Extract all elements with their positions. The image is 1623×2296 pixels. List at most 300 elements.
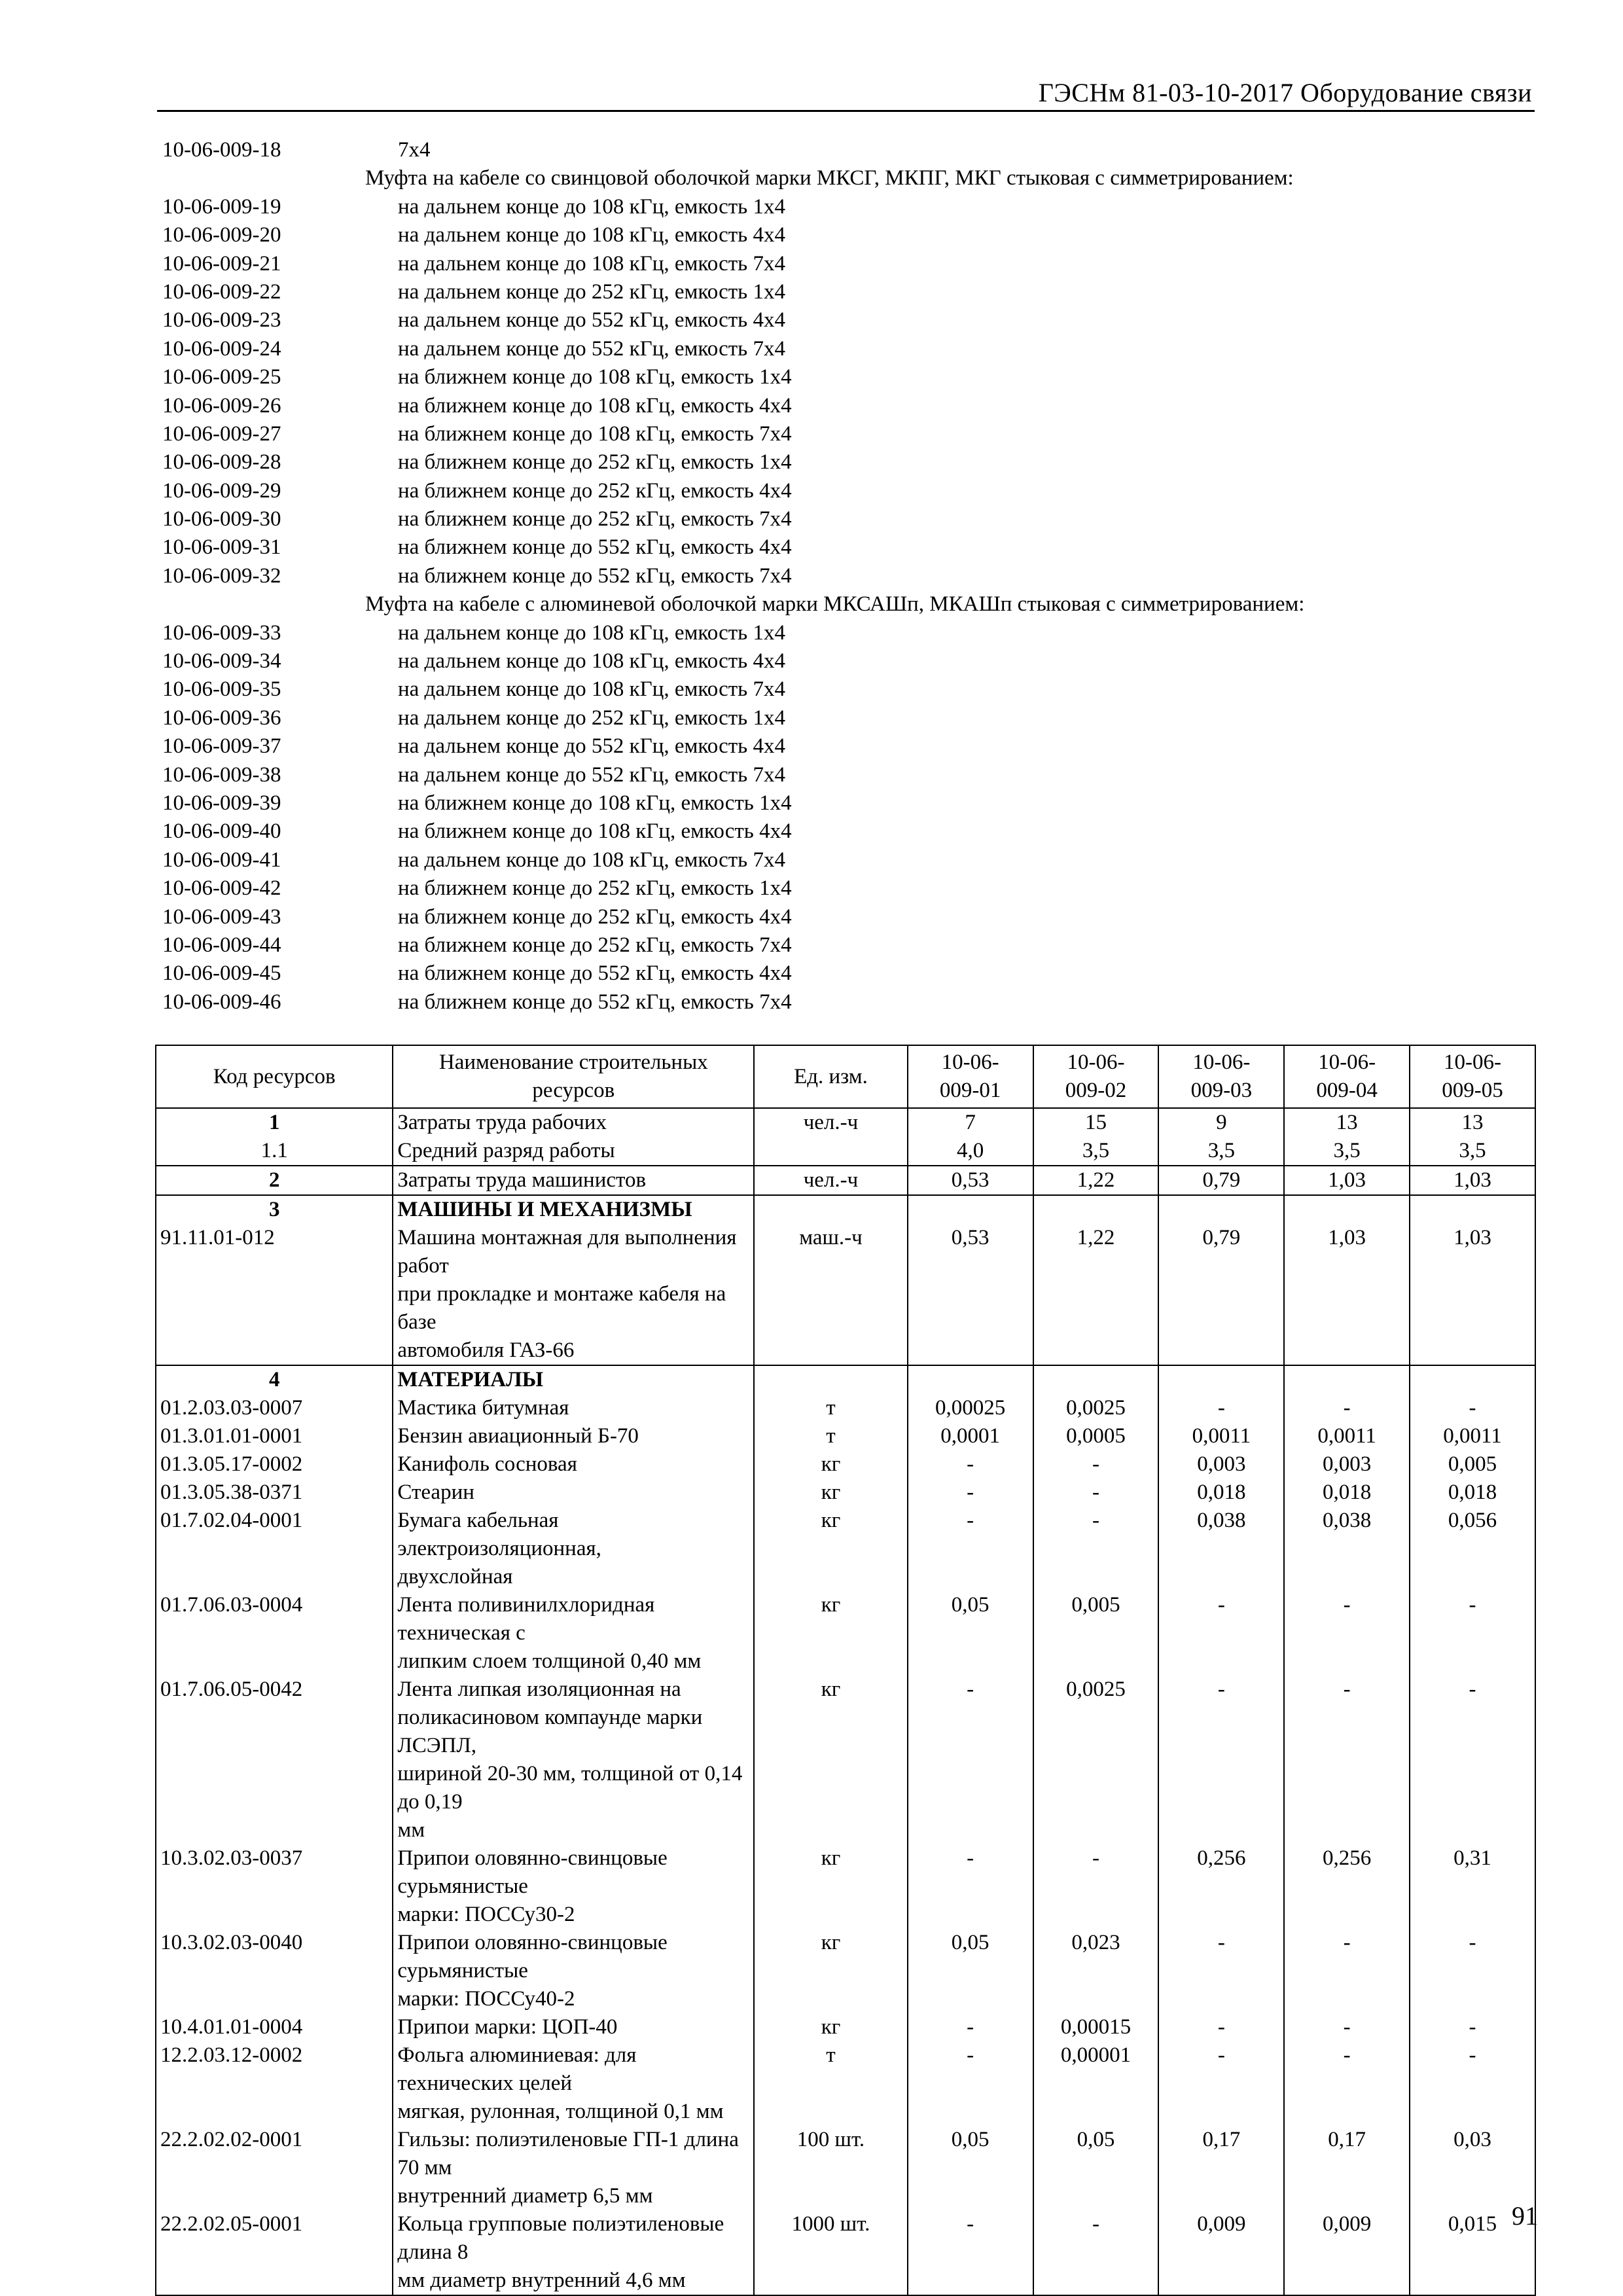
cell-name-line: поликасиновом компаунде марки ЛСЭПЛ, [397,1706,703,1757]
cell-value: 1,22 [1033,1166,1159,1195]
cell-name-line: марки: ПОССу40-2 [397,1987,575,2011]
list-item-code: 10-06-009-39 [162,791,281,815]
list-item-code: 10-06-009-38 [162,762,281,787]
cell-value: - [908,1479,1033,1507]
cell-value: - [1033,1450,1159,1479]
cell-unit: чел.-ч [754,1166,907,1195]
table-row [156,2126,1535,2210]
list-item-code: 10-06-009-25 [162,365,281,389]
table-row [156,1365,1535,1394]
list-item-code: 10-06-009-34 [162,649,281,673]
cell-name [393,2126,754,2210]
cell-name-line: мягкая, рулонная, толщиной 0,1 мм [397,2100,724,2123]
item-list [162,136,1537,1016]
cell-value: 0,003 [1284,1450,1410,1479]
cell-value: 13 [1410,1108,1535,1137]
cell-value: - [1158,2013,1284,2041]
list-item-text: на дальнем конце до 552 кГц, емкость 7x4 [398,336,785,361]
cell-value: 0,53 [908,1166,1033,1195]
list-item-code: 10-06-009-43 [162,905,281,929]
cell-value: - [1158,1929,1284,2013]
table-row [156,1929,1535,2013]
list-item-code: 10-06-009-46 [162,990,281,1014]
cell-name [393,1195,754,1224]
cell-value [1284,1365,1410,1394]
list-item-text: на ближнем конце до 252 кГц, емкость 4x4 [398,478,792,503]
cell-name-line: Затраты труда рабочих [397,1111,607,1134]
list-item [162,562,1537,590]
cell-value: - [1410,2013,1535,2041]
list-item-text: Муфта на кабеле с алюминевой оболочкой марки МКСАШп, МКАШп стыковая с симметрированием: [365,592,1305,617]
cell-value: 0,005 [1410,1450,1535,1479]
list-item [162,789,1537,817]
table-row [156,1195,1535,1224]
list-item-text: на ближнем конце до 108 кГц, емкость 7x4 [398,422,792,446]
cell-code: 22.2.02.05-0001 [156,2210,393,2295]
cell-name-line: Машина монтажная для выполнения работ [397,1226,737,1278]
cell-name-line: автомобиля ГАЗ-66 [397,1338,575,1362]
list-item-code: 10-06-009-24 [162,336,281,361]
list-item-code: 10-06-009-30 [162,507,281,531]
list-item-code: 10-06-009-45 [162,961,281,986]
cell-value: 13 [1284,1108,1410,1137]
table-row [156,1108,1535,1137]
table-row [156,1137,1535,1166]
list-item-code: 10-06-009-29 [162,478,281,503]
list-item-text: 7x4 [398,138,431,162]
list-item-code: 10-06-009-27 [162,422,281,446]
cell-value [1410,1195,1535,1224]
cell-value [1284,1195,1410,1224]
header-unit: Ед. изм. [754,1045,907,1108]
cell-code: 10.3.02.03-0040 [156,1929,393,2013]
cell-value: - [1410,1929,1535,2013]
list-item [162,817,1537,846]
cell-value: 0,023 [1033,1929,1159,2013]
cell-value: - [908,2013,1033,2041]
cell-value: 0,018 [1284,1479,1410,1507]
cell-unit: кг [754,1929,907,2013]
list-item-text: на ближнем конце до 252 кГц, емкость 4x4 [398,905,792,929]
list-item-text: на дальнем конце до 552 кГц, емкость 4x4 [398,734,785,759]
cell-unit: т [754,2041,907,2126]
list-item-text: на дальнем конце до 108 кГц, емкость 7x4 [398,251,785,276]
cell-value: 0,79 [1158,1224,1284,1365]
list-item-code: 10-06-009-35 [162,677,281,702]
cell-value: 1,03 [1284,1224,1410,1365]
list-item-text: на ближнем конце до 252 кГц, емкость 7x4 [398,933,792,957]
list-item-code: 10-06-009-40 [162,819,281,844]
list-item-text: на дальнем конце до 108 кГц, емкость 4x4 [398,223,785,247]
cell-code: 12.2.03.12-0002 [156,2041,393,2126]
cell-value: 0,018 [1158,1479,1284,1507]
cell-code: 4 [156,1365,393,1394]
cell-name-line: Лента липкая изоляционная на [397,1677,681,1701]
cell-unit: кг [754,1844,907,1929]
cell-name-line: Канифоль сосновая [397,1452,577,1476]
cell-value: - [1284,2041,1410,2126]
list-item [162,306,1537,334]
table-row [156,1394,1535,1422]
cell-value: 0,17 [1158,2126,1284,2210]
list-item-text: на ближнем конце до 252 кГц, емкость 7x4 [398,507,792,531]
cell-name-line: Фольга алюминиевая: для технических целей [397,2043,637,2095]
list-item-code: 10-06-009-22 [162,279,281,304]
table-row [156,1450,1535,1479]
cell-code: 1.1 [156,1137,393,1166]
cell-value: - [1158,1394,1284,1422]
cell-value: - [908,1844,1033,1929]
cell-value: 0,256 [1158,1844,1284,1929]
cell-value: - [1033,1844,1159,1929]
cell-value: 0,009 [1158,2210,1284,2295]
cell-value: - [1284,1591,1410,1676]
cell-value: - [1033,2210,1159,2295]
list-item [162,335,1537,363]
cell-value: 9 [1158,1108,1284,1137]
cell-name [393,1394,754,1422]
cell-name-line: Бумага кабельная электроизоляционная, [397,1509,601,1560]
list-item-code: 10-06-009-23 [162,308,281,332]
cell-value: 3,5 [1410,1137,1535,1166]
cell-code: 91.11.01-012 [156,1224,393,1365]
cell-name-line: марки: ПОССу30-2 [397,1903,575,1926]
cell-unit: кг [754,1479,907,1507]
cell-value: 0,05 [908,1591,1033,1676]
table-row [156,1844,1535,1929]
cell-code: 01.7.06.03-0004 [156,1591,393,1676]
list-item [162,136,1537,164]
cell-unit: кг [754,1676,907,1844]
cell-value: 0,05 [1033,2126,1159,2210]
list-item-text: на ближнем конце до 108 кГц, емкость 1x4 [398,365,792,389]
cell-value: 0,0011 [1284,1422,1410,1450]
cell-value: 3,5 [1284,1137,1410,1166]
cell-unit: кг [754,1450,907,1479]
cell-name-line: мм диаметр внутренний 4,6 мм [397,2269,686,2292]
list-item-text: на дальнем конце до 552 кГц, емкость 4x4 [398,308,785,332]
cell-value: 0,00001 [1033,2041,1159,2126]
cell-value [1158,1195,1284,1224]
cell-name-line: Кольца групповые полиэтиленовые длина 8 [397,2212,724,2264]
cell-name [393,1108,754,1137]
cell-value: - [1158,1591,1284,1676]
cell-name-line: МАШИНЫ И МЕХАНИЗМЫ [397,1198,692,1221]
table-row [156,2041,1535,2126]
list-item-code: 10-06-009-44 [162,933,281,957]
cell-value: - [1158,2041,1284,2126]
cell-name-line: мм [397,1818,425,1842]
cell-unit: кг [754,2013,907,2041]
list-item-code: 10-06-009-37 [162,734,281,759]
cell-name-line: Припои марки: ЦОП-40 [397,2015,618,2039]
cell-name-line: Бензин авиационный Б-70 [397,1424,639,1448]
cell-code: 01.3.01.01-0001 [156,1422,393,1450]
cell-value: 0,0025 [1033,1394,1159,1422]
cell-value: 0,256 [1284,1844,1410,1929]
header-col-1: 10-06- 009-01 [908,1045,1033,1108]
list-item-text: на дальнем конце до 108 кГц, емкость 7x4 [398,677,785,702]
cell-code: 10.4.01.01-0004 [156,2013,393,2041]
list-item [162,250,1537,278]
list-item [162,420,1537,448]
list-item-text: на дальнем конце до 108 кГц, емкость 4x4 [398,649,785,673]
cell-value: - [1284,1676,1410,1844]
list-item [162,903,1537,931]
cell-name [393,2210,754,2295]
cell-value: - [1033,1507,1159,1591]
cell-value: 0,00025 [908,1394,1033,1422]
cell-value: - [908,2210,1033,2295]
cell-value: - [1284,1929,1410,2013]
cell-value: 0,17 [1284,2126,1410,2210]
cell-unit: т [754,1422,907,1450]
cell-code: 01.3.05.17-0002 [156,1450,393,1479]
cell-name-line: Стеарин [397,1480,474,1504]
cell-value: 1,03 [1410,1224,1535,1365]
cell-code: 01.7.02.04-0001 [156,1507,393,1591]
list-item-text: на ближнем конце до 108 кГц, емкость 4x4 [398,393,792,418]
page-header [157,71,1535,112]
cell-unit: 1000 шт. [754,2210,907,2295]
list-item [162,732,1537,761]
header-code: Код ресурсов [156,1045,393,1108]
list-item-text: на ближнем конце до 552 кГц, емкость 4x4 [398,535,792,560]
cell-name [393,1166,754,1195]
cell-value: 0,0025 [1033,1676,1159,1844]
list-item-code: 10-06-009-31 [162,535,281,560]
list-item [162,619,1537,647]
list-item [162,988,1537,1016]
cell-unit [754,1365,907,1394]
cell-unit: кг [754,1507,907,1591]
cell-value [1158,1365,1284,1394]
cell-value: 0,0005 [1033,1422,1159,1450]
list-item-code: 10-06-009-33 [162,620,281,645]
cell-name [393,1591,754,1676]
cell-value: 0,03 [1410,2126,1535,2210]
list-item-code: 10-06-009-32 [162,564,281,588]
cell-code: 22.2.02.02-0001 [156,2126,393,2210]
list-item [162,675,1537,704]
list-item-text: на ближнем конце до 108 кГц, емкость 1x4 [398,791,792,815]
cell-name-line: Припои оловянно-свинцовые сурьмянистые [397,1846,668,1898]
cell-value: 0,53 [908,1224,1033,1365]
cell-value: 0,31 [1410,1844,1535,1929]
cell-name [393,2041,754,2126]
cell-value: - [1410,1676,1535,1844]
list-item-text: на ближнем конце до 252 кГц, емкость 1x4 [398,450,792,475]
list-item-code: 10-06-009-42 [162,876,281,901]
list-item [162,477,1537,505]
list-item [162,448,1537,476]
cell-value: - [1410,1394,1535,1422]
cell-value [908,1365,1033,1394]
list-item-text: на дальнем конце до 108 кГц, емкость 7x4 [398,848,785,872]
table-row [156,2210,1535,2295]
header-name: Наименование строительных ресурсов [393,1045,754,1108]
list-item [162,647,1537,675]
cell-value: 4,0 [908,1137,1033,1166]
cell-value: 0,038 [1284,1507,1410,1591]
list-item-code: 10-06-009-28 [162,450,281,475]
cell-value: 0,056 [1410,1507,1535,1591]
list-item [162,221,1537,249]
cell-value: 0,018 [1410,1479,1535,1507]
table-row [156,1224,1535,1365]
cell-name [393,1929,754,2013]
list-group-header [162,164,1537,192]
cell-name-line: Припои оловянно-свинцовые сурьмянистые [397,1931,668,1982]
cell-name-line: при прокладке и монтаже кабеля на базе [397,1282,726,1334]
cell-value: - [1410,2041,1535,2126]
cell-name-line: Мастика битумная [397,1396,569,1420]
cell-unit: кг [754,1591,907,1676]
list-item-text: на ближнем конце до 252 кГц, емкость 1x4 [398,876,792,901]
cell-value: - [1284,2013,1410,2041]
cell-value: - [1033,1479,1159,1507]
list-item-text: на ближнем конце до 552 кГц, емкость 4x4 [398,961,792,986]
cell-value: 0,005 [1033,1591,1159,1676]
list-item-text: Муфта на кабеле со свинцовой оболочкой марки МКСГ, МКПГ, МКГ стыковая с симметрированием: [365,166,1294,190]
cell-code: 2 [156,1166,393,1195]
table-header-row [156,1045,1535,1108]
cell-name [393,1422,754,1450]
cell-unit: т [754,1394,907,1422]
header-col-3: 10-06- 009-03 [1158,1045,1284,1108]
list-item-code: 10-06-009-20 [162,223,281,247]
list-item [162,846,1537,874]
cell-value: 0,003 [1158,1450,1284,1479]
cell-unit [754,1195,907,1224]
list-item [162,960,1537,988]
list-item-text: на дальнем конце до 108 кГц, емкость 1x4 [398,620,785,645]
cell-value: 0,05 [908,2126,1033,2210]
list-item-code: 10-06-009-26 [162,393,281,418]
list-item-text: на дальнем конце до 252 кГц, емкость 1x4 [398,706,785,730]
list-item [162,505,1537,533]
cell-value [1033,1195,1159,1224]
cell-value: 0,015 [1410,2210,1535,2295]
cell-value: - [908,2041,1033,2126]
cell-value: 0,0011 [1158,1422,1284,1450]
cell-value: 7 [908,1108,1033,1137]
list-item-text: на ближнем конце до 552 кГц, емкость 7x4 [398,990,792,1014]
table-row [156,1591,1535,1676]
list-item-code: 10-06-009-21 [162,251,281,276]
cell-name [393,1450,754,1479]
list-item-text: на дальнем конце до 552 кГц, емкость 7x4 [398,762,785,787]
list-item [162,278,1537,306]
list-item-code: 10-06-009-18 [162,138,281,162]
table-row [156,1479,1535,1507]
cell-value [1033,1365,1159,1394]
cell-unit: маш.-ч [754,1224,907,1365]
cell-value: 15 [1033,1108,1159,1137]
list-item [162,193,1537,221]
list-item [162,874,1537,903]
list-item-text: на ближнем конце до 108 кГц, емкость 4x4 [398,819,792,844]
cell-code: 10.3.02.03-0037 [156,1844,393,1929]
cell-value: - [1284,1394,1410,1422]
cell-value: 0,038 [1158,1507,1284,1591]
cell-value: 0,00015 [1033,2013,1159,2041]
cell-value: 0,79 [1158,1166,1284,1195]
list-item-code: 10-06-009-36 [162,706,281,730]
cell-value: - [1158,1676,1284,1844]
header-col-2: 10-06- 009-02 [1033,1045,1159,1108]
cell-value: 3,5 [1158,1137,1284,1166]
header-col-5: 10-06- 009-05 [1410,1045,1535,1108]
cell-unit: 100 шт. [754,2126,907,2210]
cell-code: 01.7.06.05-0042 [156,1676,393,1844]
cell-unit: чел.-ч [754,1108,907,1137]
list-item-code: 10-06-009-19 [162,194,281,219]
cell-name-line: Средний разряд работы [397,1139,615,1162]
cell-name [393,2013,754,2041]
list-item-code: 10-06-009-41 [162,848,281,872]
cell-name-line: Гильзы: полиэтиленовые ГП-1 длина 70 мм [397,2128,739,2179]
cell-value: 0,05 [908,1929,1033,2013]
resources-table [155,1045,1536,2296]
cell-value: - [908,1507,1033,1591]
cell-value [1410,1365,1535,1394]
cell-name-line: шириной 20-30 мм, толщиной от 0,14 до 0,19 [397,1762,743,1814]
cell-name-line: двухслойная [397,1565,513,1588]
page-title: ГЭСНм 81-03-10-2017 Оборудование связи [1038,78,1532,107]
header-col-4: 10-06- 009-04 [1284,1045,1410,1108]
list-item-text: на дальнем конце до 108 кГц, емкость 1x4 [398,194,785,219]
cell-code: 1 [156,1108,393,1137]
cell-name-line: внутренний диаметр 6,5 мм [397,2184,653,2208]
table-row [156,1507,1535,1591]
cell-name [393,1844,754,1929]
cell-value: - [1410,1591,1535,1676]
page-number: 91 [1512,2201,1538,2231]
list-item [162,761,1537,789]
cell-value: 0,009 [1284,2210,1410,2295]
cell-code: 3 [156,1195,393,1224]
cell-name [393,1137,754,1166]
cell-name-line: Лента поливинилхлоридная техническая с [397,1593,655,1645]
cell-code: 01.3.05.38-0371 [156,1479,393,1507]
cell-name [393,1224,754,1365]
list-item-text: на ближнем конце до 552 кГц, емкость 7x4 [398,564,792,588]
cell-value: - [908,1676,1033,1844]
cell-value: 0,0011 [1410,1422,1535,1450]
cell-name-line: МАТЕРИАЛЫ [397,1368,544,1391]
list-group-header [162,590,1537,619]
cell-value: 3,5 [1033,1137,1159,1166]
cell-code: 01.2.03.03-0007 [156,1394,393,1422]
table-row [156,1166,1535,1195]
list-item [162,704,1537,732]
table-row [156,1422,1535,1450]
table-row [156,2013,1535,2041]
cell-value: 1,22 [1033,1224,1159,1365]
cell-name-line: липким слоем толщиной 0,40 мм [397,1649,702,1673]
list-item-text: на дальнем конце до 252 кГц, емкость 1x4 [398,279,785,304]
list-item [162,363,1537,391]
list-item [162,533,1537,562]
cell-value: 1,03 [1410,1166,1535,1195]
cell-value: 0,0001 [908,1422,1033,1450]
cell-unit [754,1137,907,1166]
list-item [162,392,1537,420]
cell-value: - [908,1450,1033,1479]
cell-name [393,1507,754,1591]
table-row [156,1676,1535,1844]
